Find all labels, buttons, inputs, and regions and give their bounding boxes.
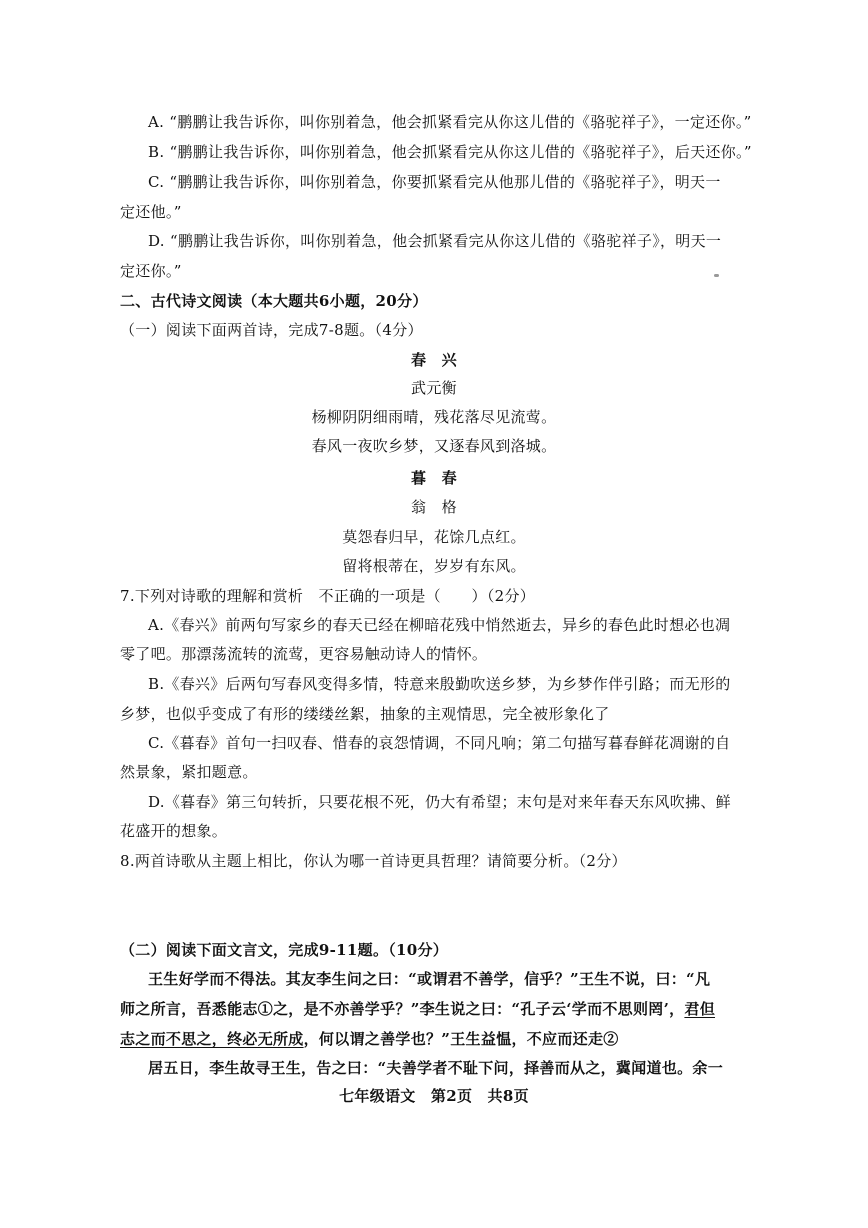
passage-underlined-sentence-part2: 志之而不思之，终必无所成 [120, 1030, 304, 1048]
option-d-line2: 定还你。” [120, 262, 182, 280]
q7-option-b-line2: 乡梦，也似乎变成了有形的缕缕丝絮，抽象的主观情思，完全被形象化了 [120, 705, 610, 723]
part1-heading: （一）阅读下面两首诗，完成7-8题。（4分） [120, 321, 423, 339]
q7-option-a-line2: 零了吧。那漂荡流转的流莺，更容易触动诗人的情怀。 [120, 645, 488, 663]
passage-p1-line3 [120, 1029, 619, 1049]
q8-stem: 8.两首诗歌从主题上相比，你认为哪一首诗更具哲理？请简要分析。（2分） [120, 852, 627, 870]
option-a: A. “鹏鹏让我告诉你，叫你别着急，他会抓紧看完从你这儿借的《骆驼祥子》，一定还你。” [148, 113, 752, 131]
option-d-line1: D. “鹏鹏让我告诉你，叫你别着急，他会抓紧看完从你这儿借的《骆驼祥子》，明天一 [148, 232, 722, 250]
q7-option-c-line2: 然景象，紧扣题意。 [120, 763, 258, 781]
poem1-author: 武元衡 [411, 379, 457, 397]
poem1-line2: 春风一夜吹乡梦，又逐春风到洛城。 [311, 437, 557, 455]
poem2-line2: 留将根蒂在，岁岁有东风。 [342, 557, 526, 575]
q7-option-c-line1: C.《暮春》首句一扫叹春、惜春的哀怨情调，不同凡响；第二句描写暮春鲜花凋谢的自 [148, 734, 731, 752]
part2-heading: （二）阅读下面文言文，完成9-11题。（10分） [120, 941, 449, 959]
poem2-line1: 莫怨春归早，花馀几点红。 [342, 528, 526, 546]
poem2-author: 翁 格 [411, 498, 457, 516]
poem1-title: 春 兴 [411, 351, 457, 369]
passage-p2-line1: 居五日，李生故寻王生，告之曰：“夫善学者不耻下问，择善而从之，冀闻道也。余一 [148, 1059, 724, 1077]
q7-option-b-line1: B.《春兴》后两句写春风变得多情，特意来殷勤吹送乡梦，为乡梦作伴引路；而无形的 [148, 675, 731, 693]
page-footer: 七年级语文 第2页 共8页 [339, 1087, 529, 1105]
option-c-line1: C. “鹏鹏让我告诉你，叫你别着急，你要抓紧看完从他那儿借的《骆驼祥子》，明天一 [148, 173, 721, 191]
poem1-line1: 杨柳阴阴细雨晴，残花落尽见流莺。 [311, 408, 557, 426]
passage-p1-line2 [120, 999, 715, 1019]
q7-option-a-line1: A.《春兴》前两句写家乡的春天已经在柳暗花残中悄然逝去，异乡的春色此时想必也凋 [148, 616, 731, 634]
q7-option-d-line2: 花盛开的想象。 [120, 822, 228, 840]
scan-speck [714, 274, 719, 277]
q7-option-d-line1: D.《暮春》第三句转折，只要花根不死，仍大有希望；末句是对来年春天东风吹拂、鲜 [148, 793, 731, 811]
poem2-title: 暮 春 [411, 469, 457, 487]
passage-underlined-sentence-part1: 君但 [684, 1000, 716, 1018]
passage-p1-line3-text: ，何以谓之善学也？”王生益愠，不应而还走② [303, 1030, 619, 1048]
option-b: B. “鹏鹏让我告诉你，叫你别着急，他会抓紧看完从你这儿借的《骆驼祥子》，后天还你。” [148, 143, 752, 161]
q7-stem: 7.下列对诗歌的理解和赏析 不正确的一项是（ ）（2分） [120, 587, 536, 605]
option-c-line2: 定还他。” [120, 203, 182, 221]
passage-p1-line2-text: 师之所言，吾悉能志①之，是不亦善学乎？”李生说之曰：“孔子云‘学而不思则罔’， [120, 1000, 685, 1018]
section-heading: 二、古代诗文阅读（本大题共6小题，20分） [120, 292, 428, 310]
passage-p1-line1: 王生好学而不得法。其友李生问之曰：“或谓君不善学，信乎？”王生不说，曰：“凡 [148, 970, 711, 988]
